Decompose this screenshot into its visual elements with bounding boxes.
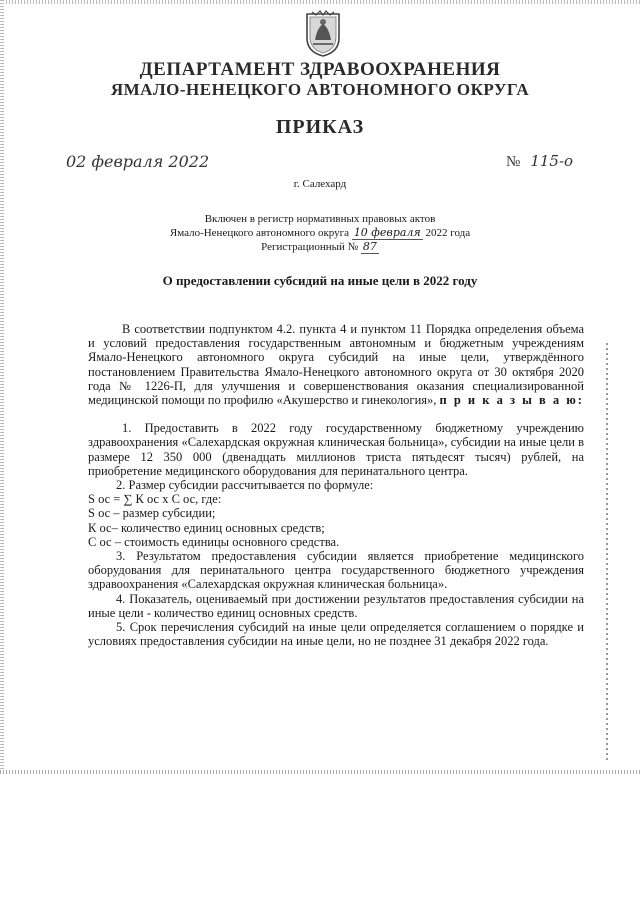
department-line-1: ДЕПАРТАМЕНТ ЗДРАВООХРАНЕНИЯ [139, 59, 501, 80]
order-word: п р и к а з ы в а ю: [439, 393, 584, 408]
department-line-2: ЯМАЛО-НЕНЕЦКОГО АВТОНОМНОГО ОКРУГА [110, 80, 530, 99]
registration-line-1: Включен в регистр нормативных правовых актов [204, 213, 436, 225]
document-type: ПРИКАЗ [275, 116, 365, 138]
handwritten-date: 02 февраля 2022 [66, 152, 210, 171]
paragraph-1: 1. Предоставить в 2022 году государственному бюджетному учреждению здравоохранения «Салехардская окружная клиническая больница», субсидии на иные цели в размере 12 350 000 (двенадцать миллионов триста пятьдесят тысяч) рублей, на приобретение медицинского оборудования для перинатального центра. [88, 421, 584, 478]
paragraph-2: 2. Размер субсидии рассчитывается по формуле: [116, 478, 374, 493]
registration-number: 87 [362, 240, 377, 253]
paragraph-3: 3. Результатом предоставления субсидии является приобретение медицинского оборудования для перинатального центра государственного бюджетного учреждения здравоохранения «Салехардская окружная клиническая больница». [88, 549, 584, 592]
definition-3: С ос – стоимость единицы основного средства. [88, 534, 340, 549]
paragraph-5: 5. Срок перечисления субсидий на иные цели определяется соглашением о порядке и условиях предоставления субсидии на иные цели, но не позднее 31 декабря 2022 года. [88, 620, 584, 649]
department-heading [0, 60, 640, 100]
registration-stamp [0, 212, 640, 254]
preamble: В соответствии подпунктом 4.2. пункта 4 и пунктом 11 Порядка определения объема и условий предоставления государственным автономным и бюджетным учреждениям Ямало-Ненецкого автономного округа субсидий на иные цели, утверждённого постановлением Правительства Ямало-Ненецкого автономного округа от 30 октября 2020 года № 1226-П, для улучшения и совершенствования оказания специализированной медицинской помощи по профилю «Акушерство и гинекология», п р и к а з ы в а ю: [88, 322, 584, 408]
document-body [88, 322, 584, 648]
formula: S ос = ∑ К ос x С ос, где: [88, 492, 222, 507]
number-label: № [506, 154, 521, 170]
handwritten-number: 115-о [530, 152, 574, 170]
scan-edge-bottom [0, 770, 640, 774]
definition-1: S ос – размер субсидии; [88, 506, 216, 521]
registration-date: 10 февраля [353, 226, 421, 239]
registration-line-3: Регистрационный № 87 [261, 240, 377, 253]
document-title: О предоставлении субсидий на иные цели в 2022 году [162, 273, 478, 288]
paragraph-4: 4. Показатель, оцениваемый при достижении результатов предоставления субсидии на иные цели - количество единиц основных средств. [88, 591, 584, 620]
scan-edge-right [606, 340, 608, 760]
registration-line-2: Ямало-Ненецкого автономного округа 10 февраля 2022 года [169, 226, 471, 239]
city: г. Салехард [293, 178, 347, 190]
definition-2: К ос– количество единиц основных средств; [88, 520, 325, 535]
scan-edge-top [0, 0, 640, 4]
coat-of-arms-emblem [303, 10, 343, 58]
order-number [506, 152, 573, 171]
